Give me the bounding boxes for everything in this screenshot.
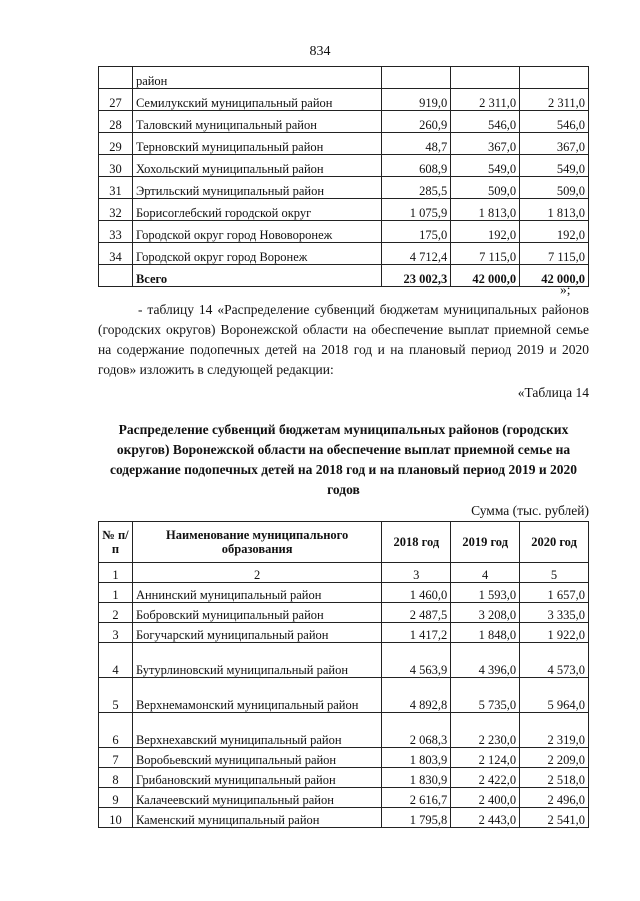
table-row xyxy=(99,67,589,89)
table-row xyxy=(99,623,589,643)
page-number: 834 xyxy=(309,44,331,59)
value-2019: 1 848,0 xyxy=(451,623,520,643)
row-number: 31 xyxy=(99,177,133,199)
row-number: 30 xyxy=(99,155,133,177)
table-row xyxy=(99,788,589,808)
row-name: Борисоглебский городской округ xyxy=(132,199,381,221)
value-2018: 608,9 xyxy=(382,155,451,177)
row-name: Каменский муниципальный район xyxy=(132,808,381,828)
value-2019: 1 813,0 xyxy=(451,199,520,221)
row-name: Калачеевский муниципальный район xyxy=(132,788,381,808)
row-number: 27 xyxy=(99,89,133,111)
row-number: 29 xyxy=(99,133,133,155)
value-2018: 1 075,9 xyxy=(382,199,451,221)
row-number xyxy=(99,67,133,89)
row-name: Аннинский муниципальный район xyxy=(132,583,381,603)
table-row xyxy=(99,583,589,603)
value-2020: 192,0 xyxy=(520,221,589,243)
row-name: Верхнемамонский муниципальный район xyxy=(132,678,381,713)
table-14 xyxy=(98,521,589,828)
row-name: Городской округ город Воронеж xyxy=(132,243,381,265)
row-number: 10 xyxy=(99,808,133,828)
table-row xyxy=(99,155,589,177)
header-name: Наименование муниципального образования xyxy=(132,522,381,563)
row-name: Грибановский муниципальный район xyxy=(132,768,381,788)
value-2018: 2 487,5 xyxy=(382,603,451,623)
table-row xyxy=(99,221,589,243)
row-number: 5 xyxy=(99,678,133,713)
row-number: 33 xyxy=(99,221,133,243)
value-2019: 2 124,0 xyxy=(451,748,520,768)
header-2019: 2019 год xyxy=(451,522,520,563)
value-2020: 3 335,0 xyxy=(520,603,589,623)
total-2019: 42 000,0 xyxy=(451,265,520,287)
value-2020 xyxy=(520,67,589,89)
table-caption: «Таблица 14 xyxy=(517,385,589,400)
value-2018: 175,0 xyxy=(382,221,451,243)
value-2020: 2 319,0 xyxy=(520,713,589,748)
value-2019: 2 443,0 xyxy=(451,808,520,828)
value-2018: 2 616,7 xyxy=(382,788,451,808)
column-index: 2 xyxy=(132,563,381,583)
table-row xyxy=(99,199,589,221)
header-2018: 2018 год xyxy=(382,522,451,563)
value-2020: 2 541,0 xyxy=(520,808,589,828)
value-2018: 4 563,9 xyxy=(382,643,451,678)
value-2020: 509,0 xyxy=(520,177,589,199)
value-2019: 5 735,0 xyxy=(451,678,520,713)
table-row xyxy=(99,603,589,623)
row-name: Бутурлиновский муниципальный район xyxy=(132,643,381,678)
row-name: Хохольский муниципальный район xyxy=(132,155,381,177)
total-row xyxy=(99,265,589,287)
value-2018: 4 712,4 xyxy=(382,243,451,265)
row-number: 7 xyxy=(99,748,133,768)
table-row xyxy=(99,111,589,133)
total-2020: 42 000,0 xyxy=(520,265,589,287)
value-2020: 546,0 xyxy=(520,111,589,133)
table-row xyxy=(99,748,589,768)
table-row xyxy=(99,133,589,155)
value-2019: 7 115,0 xyxy=(451,243,520,265)
row-name: Городской округ город Нововоронеж xyxy=(132,221,381,243)
value-2018 xyxy=(382,67,451,89)
value-2019: 2 422,0 xyxy=(451,768,520,788)
row-name: Бобровский муниципальный район xyxy=(132,603,381,623)
row-number: 1 xyxy=(99,583,133,603)
column-index-row xyxy=(99,563,589,583)
value-2019: 1 593,0 xyxy=(451,583,520,603)
value-2019: 367,0 xyxy=(451,133,520,155)
table-row xyxy=(99,177,589,199)
table-row xyxy=(99,678,589,713)
value-2020: 2 311,0 xyxy=(520,89,589,111)
row-number: 6 xyxy=(99,713,133,748)
row-name: Терновский муниципальный район xyxy=(132,133,381,155)
table-header-row xyxy=(99,522,589,563)
column-index: 5 xyxy=(520,563,589,583)
value-2018: 4 892,8 xyxy=(382,678,451,713)
row-number: 34 xyxy=(99,243,133,265)
value-2020: 1 813,0 xyxy=(520,199,589,221)
value-2020: 2 209,0 xyxy=(520,748,589,768)
value-2019: 4 396,0 xyxy=(451,643,520,678)
column-index: 4 xyxy=(451,563,520,583)
row-number: 28 xyxy=(99,111,133,133)
value-2019: 546,0 xyxy=(451,111,520,133)
row-name: Семилукский муниципальный район xyxy=(132,89,381,111)
value-2019: 192,0 xyxy=(451,221,520,243)
value-2020: 4 573,0 xyxy=(520,643,589,678)
total-empty-cell xyxy=(99,265,133,287)
total-label: Всего xyxy=(132,265,381,287)
row-number: 8 xyxy=(99,768,133,788)
value-2020: 549,0 xyxy=(520,155,589,177)
table-row xyxy=(99,713,589,748)
value-2018: 919,0 xyxy=(382,89,451,111)
value-2019 xyxy=(451,67,520,89)
amendment-paragraph: - таблицу 14 «Распределение субвенций бюджетам муниципальных районов (городских округов) Воронежской области на обеспечение выплат приемной семье на содержание подопечных детей на 2018 год и на плановый период 2019 и 2020 годов» изложить в следующей редакции: xyxy=(98,302,589,377)
value-2018: 1 460,0 xyxy=(382,583,451,603)
value-2019: 2 311,0 xyxy=(451,89,520,111)
value-2020: 2 496,0 xyxy=(520,788,589,808)
value-2019: 549,0 xyxy=(451,155,520,177)
value-2020: 1 922,0 xyxy=(520,623,589,643)
row-name: Эртильский муниципальный район xyxy=(132,177,381,199)
value-2018: 48,7 xyxy=(382,133,451,155)
value-2018: 1 795,8 xyxy=(382,808,451,828)
value-2020: 7 115,0 xyxy=(520,243,589,265)
column-index: 1 xyxy=(99,563,133,583)
table-row xyxy=(99,643,589,678)
value-2020: 367,0 xyxy=(520,133,589,155)
value-2019: 509,0 xyxy=(451,177,520,199)
table-row xyxy=(99,768,589,788)
value-2020: 2 518,0 xyxy=(520,768,589,788)
value-2018: 2 068,3 xyxy=(382,713,451,748)
continued-table xyxy=(98,66,589,287)
value-2018: 1 803,9 xyxy=(382,748,451,768)
quote-close: »; xyxy=(560,282,571,297)
table-row xyxy=(99,243,589,265)
row-number: 32 xyxy=(99,199,133,221)
table-heading: Распределение субвенций бюджетам муниципальных районов (городских округов) Воронежской области на обеспечение выплат приемной семье на содержание подопечных детей на 2018 год и на плановый период 2019 и 2020 годов xyxy=(109,422,578,497)
value-2018: 285,5 xyxy=(382,177,451,199)
units-label: Сумма (тыс. рублей) xyxy=(471,503,589,518)
row-name: Богучарский муниципальный район xyxy=(132,623,381,643)
value-2020: 1 657,0 xyxy=(520,583,589,603)
value-2020: 5 964,0 xyxy=(520,678,589,713)
header-2020: 2020 год xyxy=(520,522,589,563)
row-name: Верхнехавский муниципальный район xyxy=(132,713,381,748)
column-index: 3 xyxy=(382,563,451,583)
table-row xyxy=(99,89,589,111)
row-name: Воробьевский муниципальный район xyxy=(132,748,381,768)
table-row xyxy=(99,808,589,828)
value-2019: 2 400,0 xyxy=(451,788,520,808)
row-number: 4 xyxy=(99,643,133,678)
value-2018: 260,9 xyxy=(382,111,451,133)
value-2018: 1 830,9 xyxy=(382,768,451,788)
value-2019: 2 230,0 xyxy=(451,713,520,748)
total-2018: 23 002,3 xyxy=(382,265,451,287)
value-2018: 1 417,2 xyxy=(382,623,451,643)
row-number: 2 xyxy=(99,603,133,623)
row-name: район xyxy=(132,67,381,89)
row-name: Таловский муниципальный район xyxy=(132,111,381,133)
value-2019: 3 208,0 xyxy=(451,603,520,623)
row-number: 9 xyxy=(99,788,133,808)
row-number: 3 xyxy=(99,623,133,643)
header-num: № п/п xyxy=(99,522,133,563)
